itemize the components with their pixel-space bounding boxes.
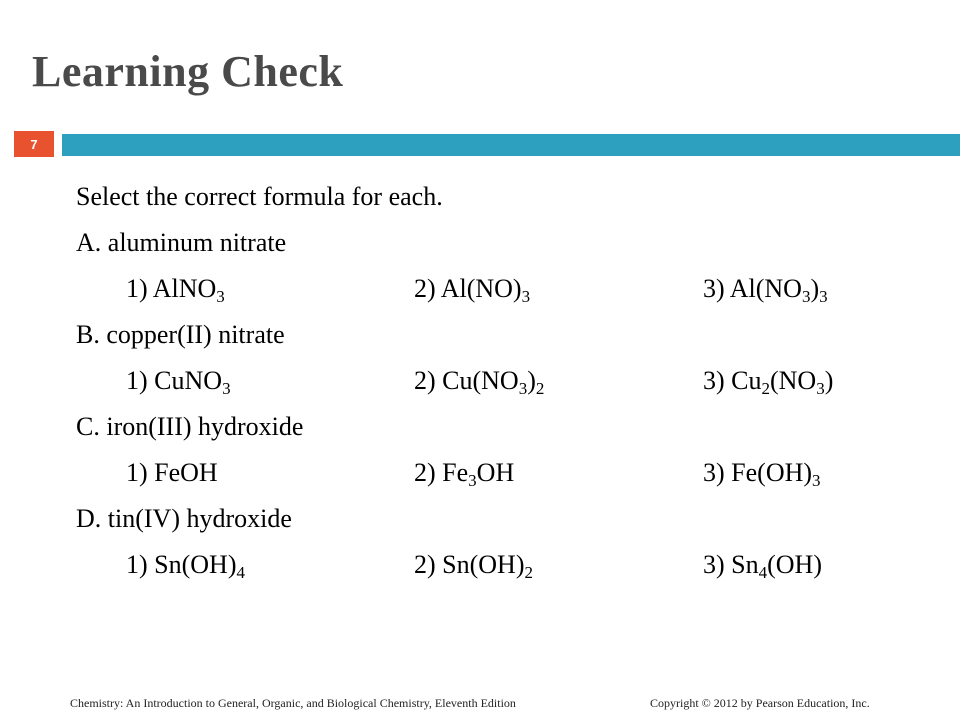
formula-text: 3) Fe(OH) [703, 458, 813, 487]
prompt-text: Select the correct formula for each. [76, 182, 443, 211]
formula-text: ) [810, 274, 820, 303]
options-row-d [76, 542, 936, 588]
formula-text: 2) Sn(OH) [414, 550, 525, 579]
formula-subscript: 2 [761, 379, 770, 398]
formula-text: (OH) [767, 550, 822, 579]
question-label-d: D. tin(IV) hydroxide [76, 504, 292, 533]
question-label-c: C. iron(III) hydroxide [76, 412, 304, 441]
options-row-c [76, 450, 936, 496]
option [126, 450, 218, 496]
slide-number: 7 [30, 136, 38, 152]
formula-text: 2) Cu(NO [414, 366, 519, 395]
formula-subscript: 3 [518, 379, 528, 398]
question-content [76, 174, 936, 588]
option [126, 266, 225, 312]
option [703, 358, 833, 404]
option [414, 358, 544, 404]
footer-copyright: Copyright © 2012 by Pearson Education, Inc. [650, 696, 870, 710]
question-label-b: B. copper(II) nitrate [76, 320, 285, 349]
option [414, 542, 533, 588]
formula-text: ) [824, 366, 834, 395]
option [414, 266, 530, 312]
option [414, 450, 514, 496]
option [126, 542, 245, 588]
formula-subscript: 3 [812, 471, 821, 490]
options-row-b [76, 358, 936, 404]
options-row-a [76, 266, 936, 312]
title-accent-bar [62, 134, 960, 156]
option [703, 450, 821, 496]
formula-subscript: 2 [524, 563, 533, 582]
formula-subscript: 3 [801, 287, 811, 306]
formula-text: OH [476, 458, 515, 487]
formula-subscript: 3 [216, 287, 225, 306]
formula-text: (NO [770, 366, 817, 395]
formula-text: 1) Sn(OH) [126, 550, 237, 579]
footer-book-title: Chemistry: An Introduction to General, Organic, and Biological Chemistry, Eleventh Edition [70, 696, 516, 710]
question-label-a: A. aluminum nitrate [76, 228, 287, 257]
formula-text: 3) Sn [703, 550, 759, 579]
formula-subscript: 3 [521, 287, 531, 306]
formula-text: 1) CuNO [126, 366, 223, 395]
formula-subscript: 2 [535, 379, 545, 398]
formula-subscript: 3 [468, 471, 477, 490]
formula-text: 2) Al(NO) [414, 274, 522, 303]
formula-text: 1) AlNO [126, 274, 217, 303]
formula-subscript: 3 [819, 287, 828, 306]
formula-subscript: 4 [758, 563, 768, 582]
option [126, 358, 231, 404]
option [703, 266, 828, 312]
formula-text: ) [527, 366, 536, 395]
formula-subscript: 4 [236, 563, 245, 582]
formula-text: 3) Cu [703, 366, 762, 395]
formula-text: 2) Fe [414, 458, 469, 487]
slide-title: Learning Check [32, 47, 344, 96]
formula-subscript: 3 [222, 379, 231, 398]
formula-subscript: 3 [816, 379, 825, 398]
formula-text: 1) FeOH [126, 458, 218, 487]
formula-text: 3) Al(NO [703, 274, 802, 303]
option [703, 542, 822, 588]
slide-number-badge [14, 131, 54, 157]
